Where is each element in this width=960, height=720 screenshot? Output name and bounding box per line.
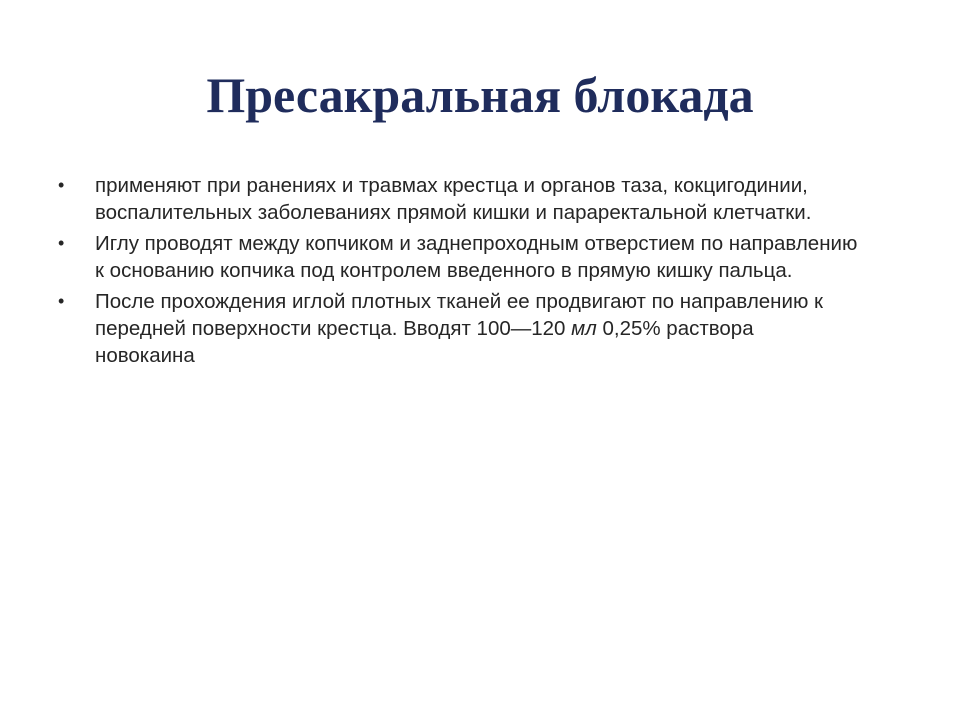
bullet-icon: •: [58, 175, 65, 195]
unit-text: мл: [571, 317, 597, 340]
slide-title: Пресакральная блокада: [206, 67, 754, 123]
bullet-icon: •: [58, 291, 65, 311]
bullet-text: применяют при ранениях и травмах крестца и органов таза, кокцигодинии, воспалительных заболеваниях прямой кишки и параректальной клетчатки.: [95, 174, 812, 224]
bullet-text-start: После прохождения иглой плотных тканей ее продвигают по направлению к передней поверхности крестца. Вводят 100—120: [95, 290, 823, 340]
bullet-list: [58, 172, 858, 373]
bullet-text: Иглу проводят между копчиком и заднепроходным отверстием по направлению к основанию копчика под контролем введенного в прямую кишку пальца.: [95, 232, 858, 282]
list-item: [58, 288, 858, 369]
bullet-text-end: 0,25% раствора новокаина: [95, 317, 754, 367]
bullet-text: [95, 290, 823, 367]
list-item: [58, 230, 858, 284]
list-item: [58, 172, 858, 226]
bullet-icon: •: [58, 233, 65, 253]
